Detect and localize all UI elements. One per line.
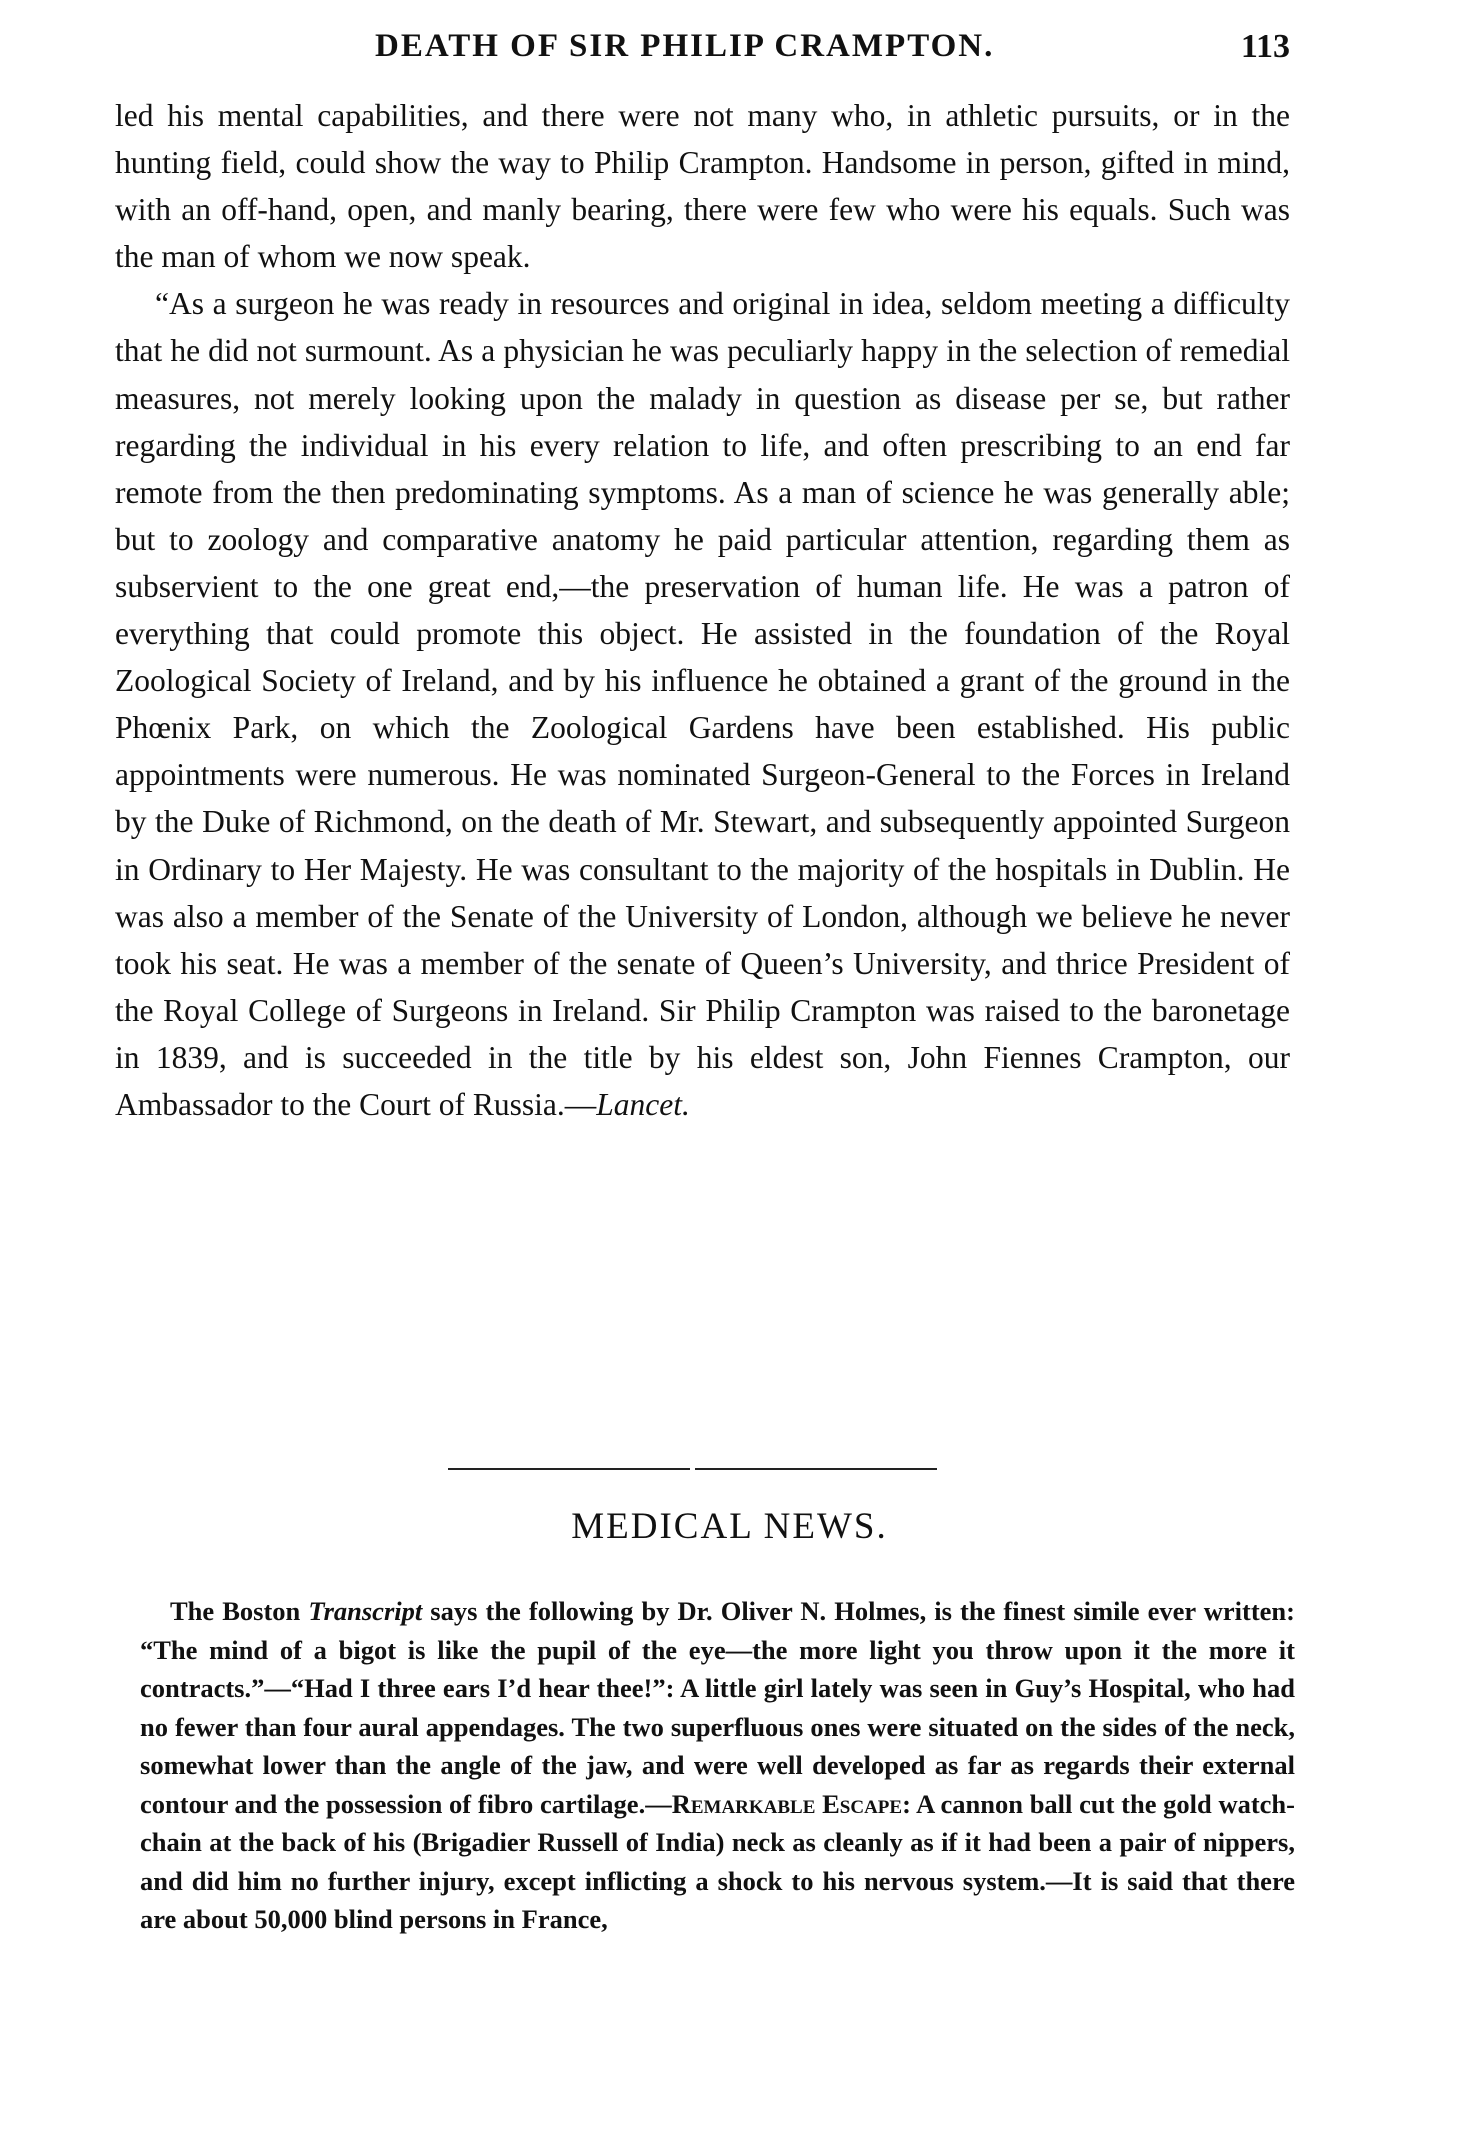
section-divider-left: [448, 1468, 690, 1470]
article-body: [115, 92, 1290, 1128]
article-paragraph-1: led his mental capabilities, and there were not many who, in athletic pursuits, or in the hunting field, could show the way to Philip Crampton. Handsome in person, gifted in mind, with an off-hand, open, and manly bearing, there were few who were his equals. Such was the man of whom we now speak.: [115, 98, 1290, 275]
news-text-2: says the following by Dr. Oliver N. Holmes, is the finest simile ever written: “The mind of a bigot is like the pupil of the eye—the more light you throw upon it the more it contracts.”—“Had I three ears I’d hear thee!”: A little girl lately was seen in Guy’s Hospital, who had no fewer than four aural appendages. The two superfluous ones were situated on the sides of the neck, somewhat lower than the angle of the jaw, and were well developed as far as regards their external contour and the possession of fibro cartilage.—: [140, 1596, 1295, 1819]
running-head: [330, 28, 1290, 78]
news-text-1: The Boston: [170, 1596, 309, 1626]
section-title: MEDICAL NEWS.: [571, 1506, 888, 1547]
news-body: [140, 1592, 1295, 1939]
article-paragraph-2-text: “As a surgeon he was ready in resources and original in idea, seldom meeting a difficulty that he did not surmount. As a physician he was peculiarly happy in the selection of remedial measures, not merely looking upon the malady in question as disease per se, but rather regarding the individual in his every relation to life, and often prescribing to an end far remote from the then predominating symptoms. As a man of science he was generally able; but to zoology and comparative anatomy he paid particular attention, regarding them as subservient to the one great end,—the preservation of human life. He was a patron of everything that could promote this object. He assisted in the foundation of the Royal Zoological Society of Ireland, and by his influence he obtained a grant of the ground in the Phœnix Park, on which the Zoological Gardens have been established. His public appointments were numerous. He was nominated Surgeon-General to the Forces in Ireland by the Duke of Richmond, on the death of Mr. Stewart, and subsequently appointed Surgeon in Ordinary to Her Majesty. He was consultant to the majority of the hospitals in Dublin. He was also a member of the Senate of the University of London, although we believe he never took his seat. He was a member of the senate of Queen’s University, and thrice President of the Royal College of Surgeons in Ireland. Sir Philip Crampton was raised to the baronetage in 1839, and is succeeded in the title by his eldest son, John Fiennes Crampton, our Ambassador to the Court of Russia.—: [115, 286, 1290, 1122]
article-paragraph-2: [115, 280, 1290, 1128]
news-text-3: : A cannon ball cut the gold watch-chain at the back of his (Brigadier Russell of India) neck as cleanly as if it had been a pair of nippers, and did him no further injury, except inflicting a shock to his nervous system.—It is said that there are about 50,000 blind persons in France,: [140, 1788, 1295, 1934]
running-title: DEATH OF SIR PHILIP CRAMPTON.: [375, 28, 995, 64]
article-source: Lancet.: [596, 1086, 690, 1122]
news-subheading: Remarkable Escape: [671, 1788, 903, 1819]
news-paragraph: [140, 1592, 1295, 1939]
section-divider-right: [695, 1468, 937, 1470]
news-publication-name: Transcript: [308, 1596, 423, 1626]
page-number: 113: [1240, 28, 1290, 65]
